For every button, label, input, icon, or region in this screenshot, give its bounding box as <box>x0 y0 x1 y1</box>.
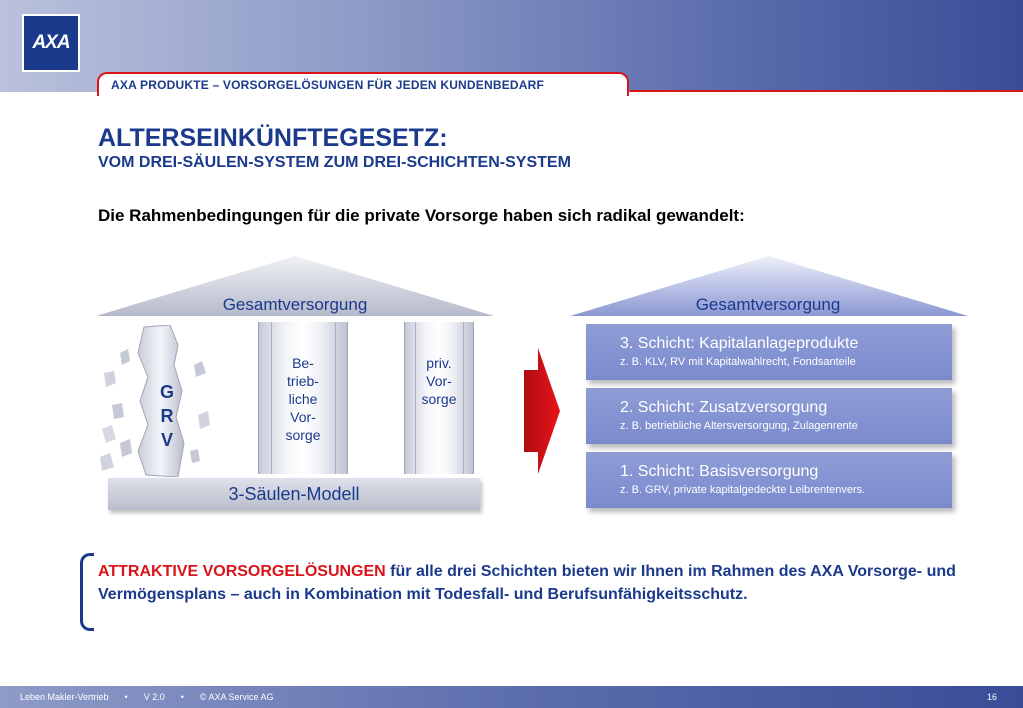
layer-3-kapitalanlage <box>586 324 952 380</box>
section-tab-label: AXA PRODUKTE – VORSORGELÖSUNGEN FÜR JEDEN KUNDENBEDARF <box>111 78 545 92</box>
header-red-rule <box>630 90 1023 92</box>
grv-letter: R <box>160 406 174 426</box>
red-arrow-icon <box>520 348 562 474</box>
layer-subtitle: z. B. KLV, RV mit Kapitalwahlrecht, Fondsanteile <box>620 356 856 368</box>
grv-label <box>152 380 182 452</box>
three-pillar-base-label: 3-Säulen-Modell <box>228 483 360 504</box>
footer-department: Leben Makler-Vertrieb <box>20 692 109 702</box>
footer-bar <box>0 686 1023 708</box>
pillar-text-line: Vor- <box>426 373 452 389</box>
pillar-text-line: trieb- <box>287 373 319 389</box>
layer-2-zusatzversorgung <box>586 388 952 444</box>
axa-logo <box>22 14 80 72</box>
attraction-rest: für alle drei Schichten bieten wir Ihnen im Rahmen des AXA Vorsorge- und Vermögensplans – auch in Kombination mit Todesfall- und Berufsunfähigkeitsschutz. <box>98 563 956 603</box>
layer-title: 2. Schicht: Zusatzversorgung <box>620 399 828 416</box>
pillar-privat-text <box>405 354 473 408</box>
right-roof-label: Gesamtversorgung <box>695 295 841 314</box>
footer-version: V 2.0 <box>143 692 165 702</box>
left-roof-label: Gesamtversorgung <box>222 295 368 314</box>
pillar-text-line: sorge <box>421 391 457 407</box>
layer-title: 3. Schicht: Kapitalanlageprodukte <box>620 335 859 352</box>
grv-letter: G <box>159 382 174 402</box>
pillar-text-line: Vor- <box>290 409 316 425</box>
pillar-private-vorsorge <box>404 322 474 474</box>
pillar-text-line: sorge <box>285 427 321 443</box>
pillar-betriebliche-vorsorge <box>258 322 348 474</box>
layer-subtitle: z. B. betriebliche Altersversorgung, Zulagenrente <box>620 420 858 432</box>
footer-separator: • <box>180 692 184 702</box>
three-pillar-base <box>108 478 480 510</box>
layer-1-basisversorgung <box>586 452 952 508</box>
page-subtitle: VOM DREI-SÄULEN-SYSTEM ZUM DREI-SCHICHTEN-SYSTEM <box>98 154 571 171</box>
layer-subtitle: z. B. GRV, private kapitalgedeckte Leibrentenvers. <box>620 484 866 496</box>
pillar-text-line: Be- <box>292 355 314 371</box>
footer-page-number: 16 <box>986 692 997 702</box>
section-tab <box>97 72 629 96</box>
pillar-text-line: liche <box>288 391 318 407</box>
footer-separator: • <box>124 692 128 702</box>
attraction-highlight: ATTRAKTIVE VORSORGELÖSUNGEN <box>98 563 386 580</box>
pillar-text-line: priv. <box>426 355 452 371</box>
page-title: ALTERSEINKÜNFTEGESETZ: <box>98 124 448 152</box>
attraction-statement <box>98 560 993 606</box>
intro-text: Die Rahmenbedingungen für die private Vorsorge haben sich radikal gewandelt: <box>98 206 745 225</box>
left-bracket <box>80 553 94 631</box>
grv-letter: V <box>160 430 173 450</box>
footer-copyright: © AXA Service AG <box>199 692 274 702</box>
layer-title: 1. Schicht: Basisversorgung <box>620 463 819 480</box>
pillar-betrieb-text <box>259 354 347 444</box>
logo-text: AXA <box>32 32 70 53</box>
